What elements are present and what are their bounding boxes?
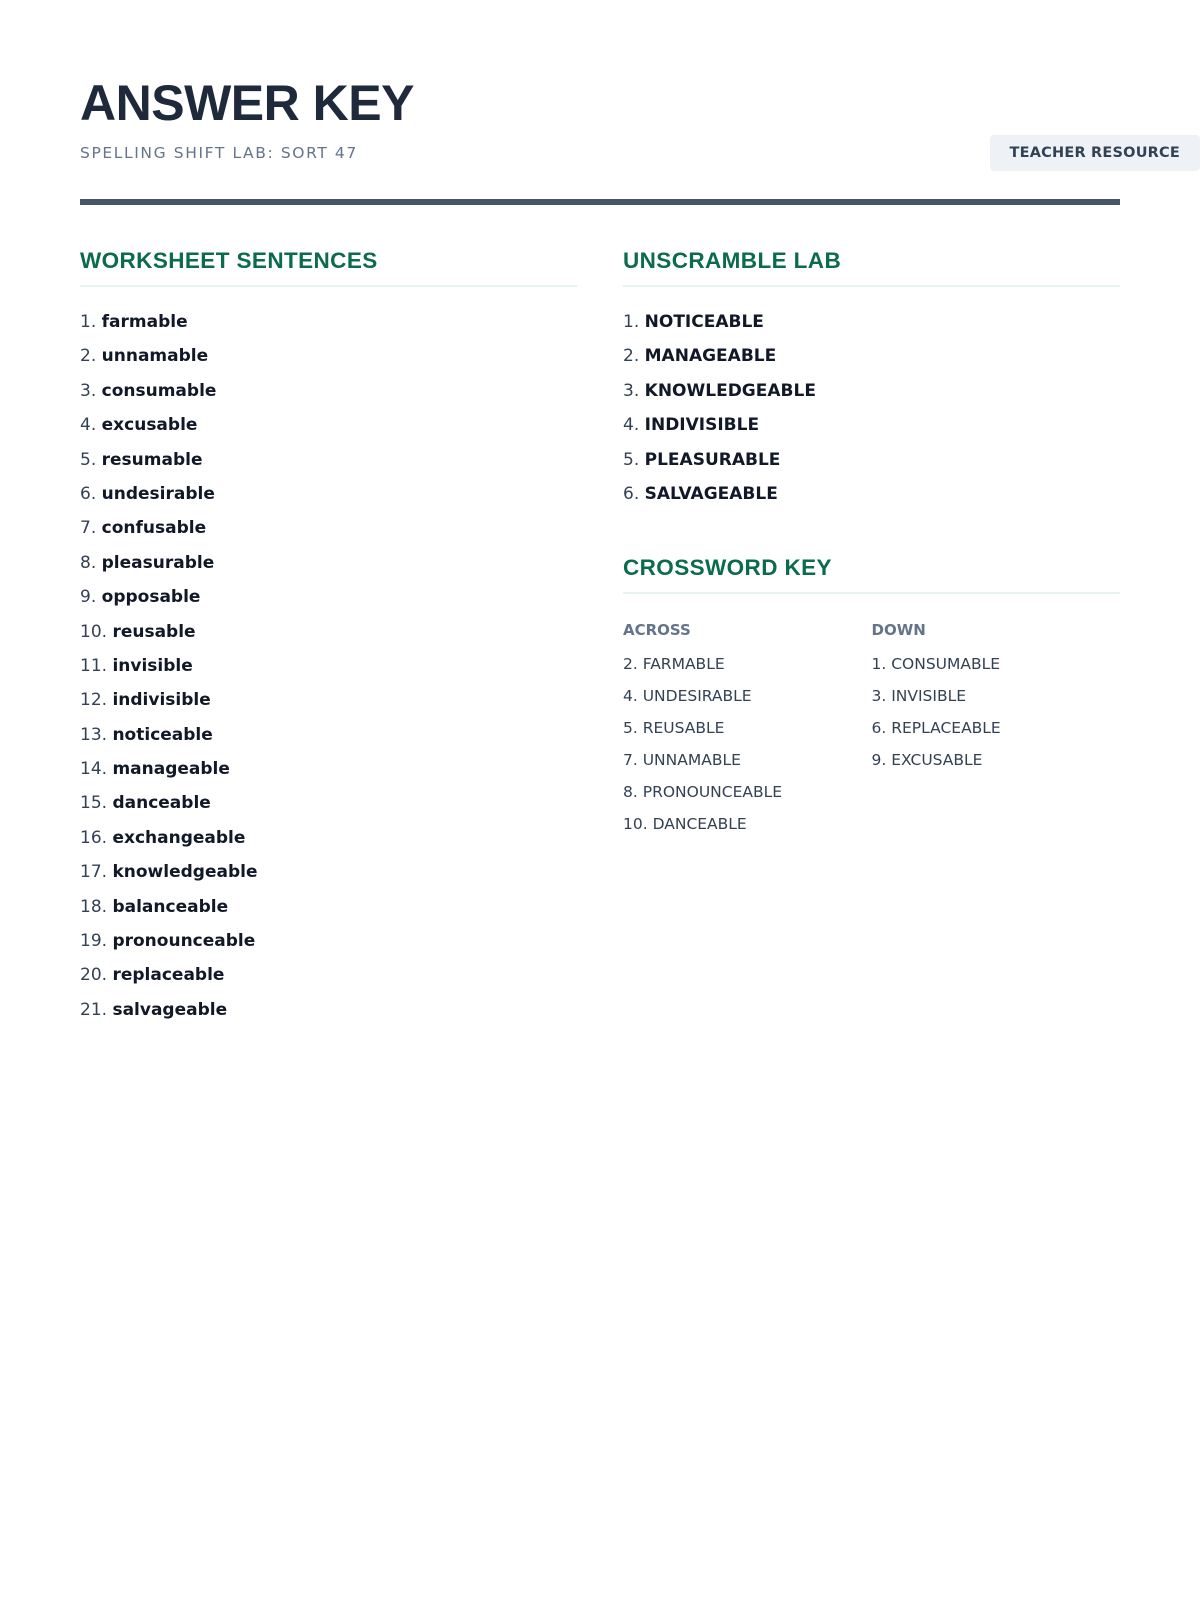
crossword-section [623, 555, 1120, 840]
item-word: SALVAGEABLE [644, 483, 778, 504]
across-answer: 8. PRONOUNCEABLE [623, 783, 783, 802]
worksheet-item [80, 752, 577, 786]
item-number: 16. [80, 827, 108, 848]
across-answer: 5. REUSABLE [623, 719, 725, 738]
worksheet-item [80, 958, 577, 992]
worksheet-item [80, 511, 577, 545]
item-number: 1. [80, 312, 97, 332]
item-word: pleasurable [101, 552, 215, 573]
worksheet-section-title: WORKSHEET SENTENCES [80, 248, 577, 287]
item-word: pronounceable [112, 931, 256, 952]
item-word: balanceable [112, 896, 229, 917]
item-word: manageable [112, 759, 230, 780]
down-answer: 1. CONSUMABLE [871, 655, 1001, 674]
item-number: 11. [80, 655, 108, 676]
down-column [872, 614, 1121, 840]
worksheet-item [80, 580, 577, 614]
item-word: knowledgeable [112, 862, 258, 883]
unscramble-item [623, 443, 1120, 477]
worksheet-item [80, 821, 577, 855]
worksheet-item [80, 993, 577, 1027]
worksheet-item [80, 477, 577, 511]
item-word: indivisible [112, 690, 211, 711]
across-column [623, 614, 872, 840]
across-answer: 4. UNDESIRABLE [623, 687, 752, 706]
item-number: 5. [623, 449, 640, 470]
item-number: 7. [80, 518, 97, 539]
unscramble-item [623, 408, 1120, 442]
item-number: 14. [80, 759, 108, 780]
down-heading: DOWN [871, 621, 926, 640]
worksheet-item [80, 546, 577, 580]
worksheet-section [80, 248, 577, 1027]
worksheet-item [80, 339, 577, 373]
worksheet-item [80, 855, 577, 889]
item-word: PLEASURABLE [644, 449, 781, 470]
item-number: 3. [623, 380, 640, 401]
item-word: NOTICEABLE [644, 312, 764, 332]
item-number: 1. [623, 312, 640, 332]
item-word: consumable [101, 380, 217, 401]
right-column [623, 248, 1120, 1027]
item-number: 3. [80, 380, 97, 401]
item-number: 15. [80, 793, 108, 814]
item-number: 2. [623, 346, 640, 367]
item-number: 10. [80, 621, 108, 642]
item-word: noticeable [112, 724, 213, 745]
item-word: INDIVISIBLE [644, 415, 760, 436]
item-number: 12. [80, 690, 108, 711]
item-word: KNOWLEDGEABLE [644, 380, 816, 401]
item-number: 6. [80, 483, 97, 504]
worksheet-item [80, 718, 577, 752]
unscramble-item [623, 339, 1120, 373]
page-subtitle: SPELLING SHIFT LAB: SORT 47 [80, 144, 358, 162]
across-heading: ACROSS [623, 621, 691, 640]
item-number: 5. [80, 449, 97, 470]
worksheet-item [80, 615, 577, 649]
worksheet-item [80, 374, 577, 408]
content-columns [80, 248, 1120, 1027]
worksheet-item [80, 683, 577, 717]
item-number: 13. [80, 724, 108, 745]
worksheet-item [80, 443, 577, 477]
worksheet-item [80, 649, 577, 683]
item-word: resumable [101, 449, 203, 470]
crossword-answers [623, 614, 1120, 840]
crossword-section-title: CROSSWORD KEY [623, 555, 1120, 594]
item-word: undesirable [101, 483, 215, 504]
item-word: opposable [101, 587, 201, 608]
item-number: 21. [80, 999, 108, 1020]
teacher-resource-badge: TEACHER RESOURCE [990, 135, 1200, 171]
worksheet-list [80, 305, 577, 1027]
item-word: replaceable [112, 965, 225, 986]
across-answer: 7. UNNAMABLE [623, 751, 741, 770]
item-number: 17. [80, 862, 108, 883]
item-number: 20. [80, 965, 108, 986]
worksheet-item [80, 786, 577, 820]
unscramble-item [623, 374, 1120, 408]
item-number: 18. [80, 896, 108, 917]
item-word: salvageable [112, 999, 228, 1020]
item-word: reusable [112, 621, 196, 642]
item-number: 8. [80, 552, 97, 573]
item-number: 9. [80, 587, 97, 608]
item-number: 19. [80, 931, 108, 952]
unscramble-list [623, 305, 1120, 511]
item-word: MANAGEABLE [644, 346, 777, 367]
unscramble-section-title: UNSCRAMBLE LAB [623, 248, 1120, 287]
worksheet-item [80, 924, 577, 958]
unscramble-item [623, 305, 1120, 339]
item-word: exchangeable [112, 827, 246, 848]
item-number: 2. [80, 346, 97, 367]
across-answer: 10. DANCEABLE [623, 815, 747, 834]
worksheet-item [80, 408, 577, 442]
unscramble-section [623, 248, 1120, 511]
down-answer: 6. REPLACEABLE [871, 719, 1001, 738]
item-word: farmable [101, 312, 188, 332]
item-word: confusable [101, 518, 207, 539]
page-header [80, 0, 1120, 198]
across-answer: 2. FARMABLE [623, 655, 725, 674]
item-word: invisible [112, 655, 193, 676]
unscramble-item [623, 477, 1120, 511]
item-number: 4. [623, 415, 640, 436]
header-divider [80, 199, 1120, 205]
worksheet-item [80, 890, 577, 924]
item-number: 4. [80, 415, 97, 436]
item-word: danceable [112, 793, 211, 814]
down-answer: 9. EXCUSABLE [871, 751, 983, 770]
down-answer: 3. INVISIBLE [871, 687, 967, 706]
worksheet-item [80, 305, 577, 339]
item-word: excusable [101, 415, 198, 436]
page-title: ANSWER KEY [80, 75, 414, 131]
item-word: unnamable [101, 346, 209, 367]
item-number: 6. [623, 483, 640, 504]
